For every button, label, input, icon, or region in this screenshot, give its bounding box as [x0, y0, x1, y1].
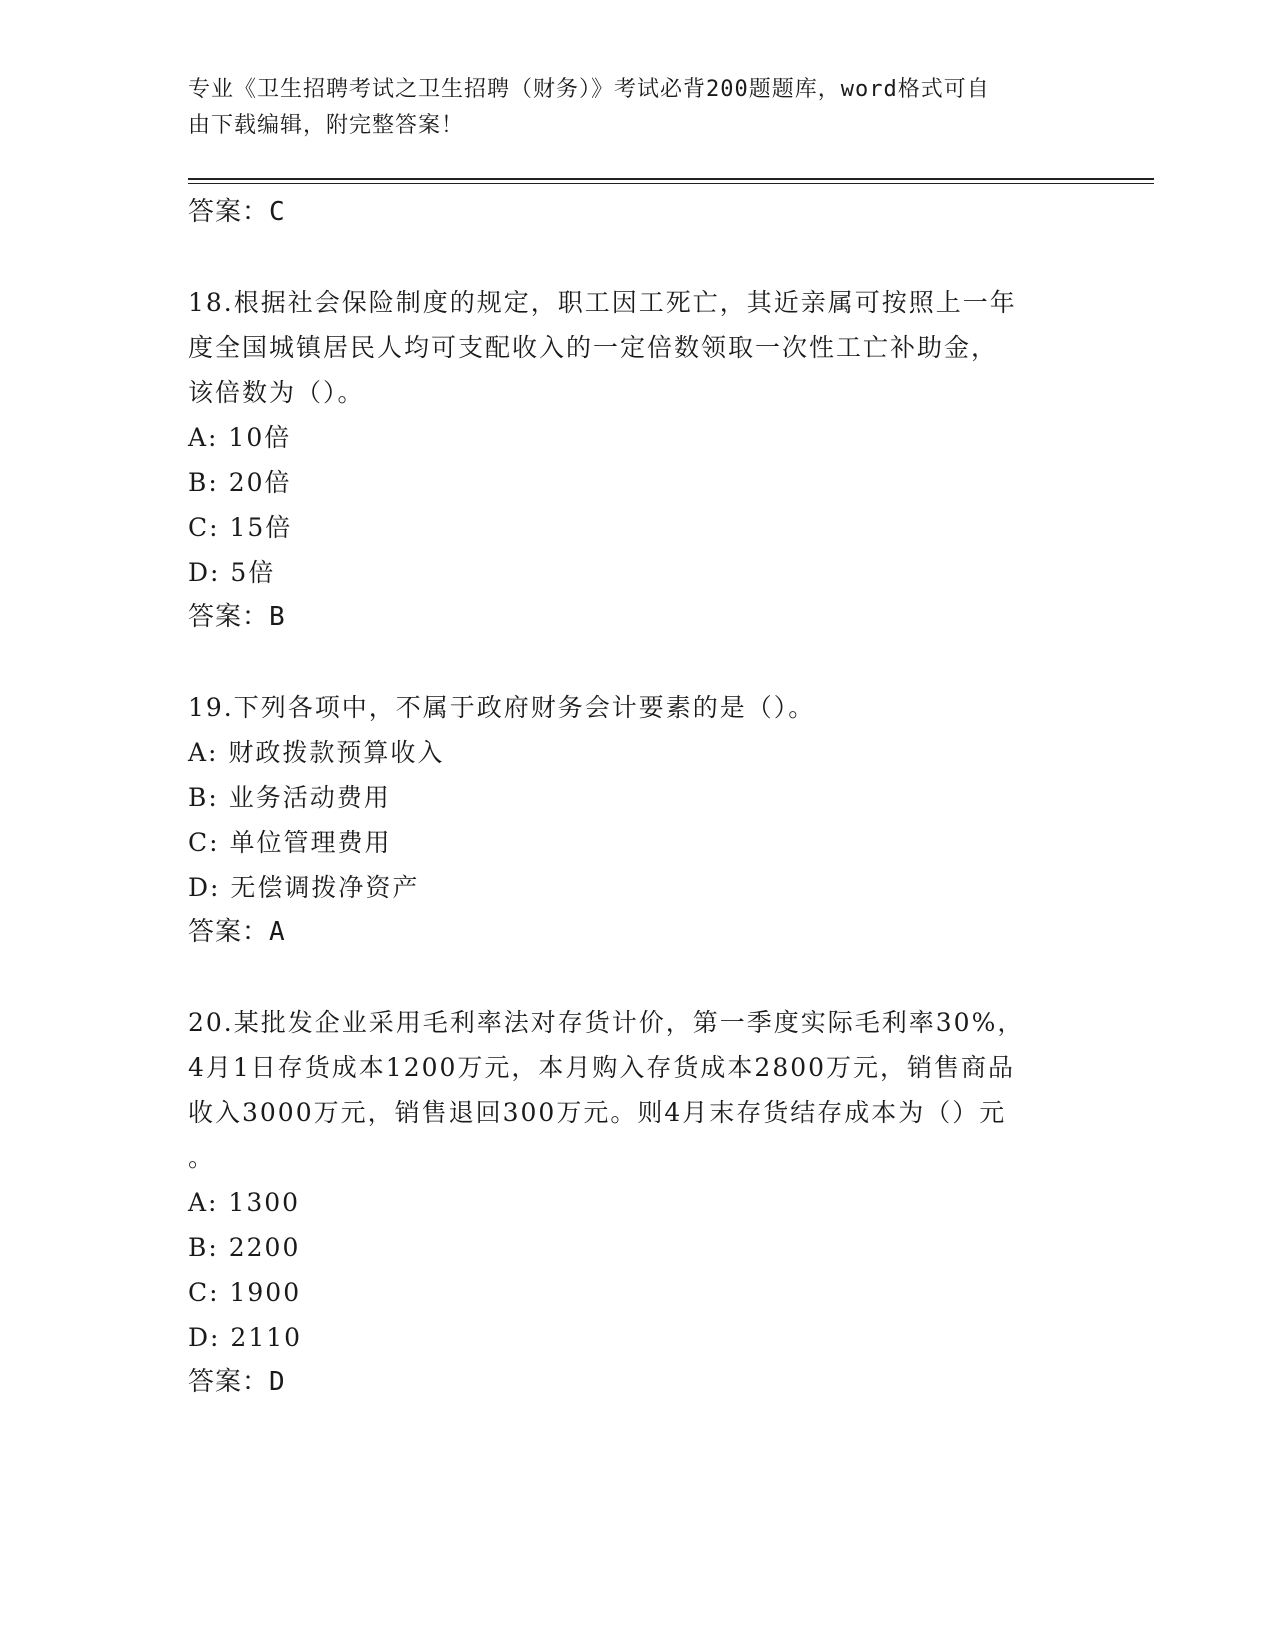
header-divider — [188, 178, 1154, 180]
header-divider-thin — [188, 183, 1154, 184]
option-a: A: 1300 — [188, 1188, 301, 1217]
question-stem-line: 18.根据社会保险制度的规定，职工因工死亡，其近亲属可按照上一年 — [188, 288, 1017, 317]
option-c: C: 单位管理费用 — [188, 828, 392, 857]
spacer — [188, 640, 1088, 685]
spacer — [188, 955, 1088, 1000]
option-d: D: 2110 — [188, 1323, 303, 1352]
question-list — [188, 190, 1088, 1405]
option-c: C: 1900 — [188, 1278, 302, 1307]
answer: 答案：B — [188, 602, 286, 632]
option-b: B: 20倍 — [188, 468, 292, 497]
question-19 — [188, 685, 1088, 955]
document-header — [188, 72, 1068, 144]
question-stem-line: 20.某批发企业采用毛利率法对存货计价，第一季度实际毛利率30%， — [188, 1008, 1025, 1037]
spacer — [188, 235, 1088, 280]
option-a: A: 财政拨款预算收入 — [188, 738, 445, 767]
option-d: D: 无偿调拨净资产 — [188, 873, 420, 902]
question-18 — [188, 280, 1088, 640]
option-a: A: 10倍 — [188, 423, 292, 452]
previous-answer: 答案：C — [188, 197, 286, 227]
question-stem-line: 19.下列各项中，不属于政府财务会计要素的是（）。 — [188, 693, 816, 722]
question-stem-line: 。 — [188, 1143, 216, 1172]
option-c: C: 15倍 — [188, 513, 293, 542]
question-stem-line: 收入3000万元，销售退回300万元。则4月末存货结存成本为（）元 — [188, 1098, 1007, 1127]
option-b: B: 2200 — [188, 1233, 301, 1262]
header-line-1: 专业《卫生招聘考试之卫生招聘（财务）》考试必背200题题库，word格式可自 — [188, 77, 990, 102]
answer: 答案：D — [188, 1367, 286, 1397]
question-20 — [188, 1000, 1088, 1405]
question-stem-line: 4月1日存货成本1200万元，本月购入存货成本2800万元，销售商品 — [188, 1053, 1016, 1082]
option-d: D: 5倍 — [188, 558, 276, 587]
question-stem-line: 该倍数为（）。 — [188, 378, 365, 407]
header-line-2: 由下载编辑，附完整答案！ — [188, 113, 465, 138]
option-b: B: 业务活动费用 — [188, 783, 391, 812]
answer: 答案：A — [188, 917, 286, 947]
question-stem-line: 度全国城镇居民人均可支配收入的一定倍数领取一次性工亡补助金， — [188, 333, 999, 362]
